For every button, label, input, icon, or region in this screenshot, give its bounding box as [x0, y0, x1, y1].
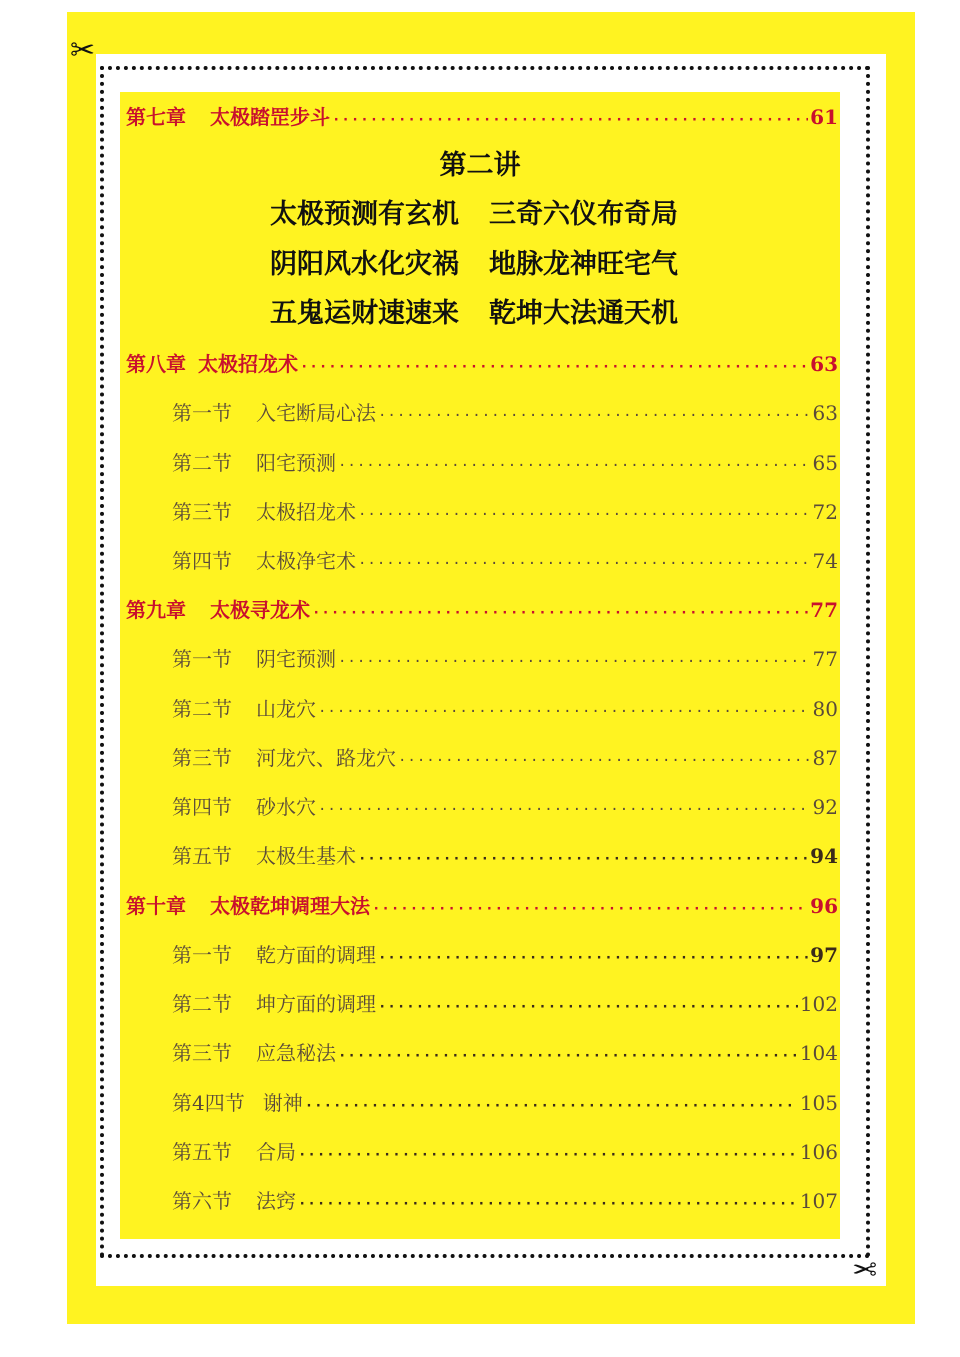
section-title: 坤方面的调理: [256, 992, 376, 1016]
section-title: 合局: [256, 1140, 296, 1164]
toc-section[interactable]: [172, 942, 838, 971]
dot-leader: [358, 846, 808, 872]
section-number: 第一节: [172, 647, 232, 671]
dot-leader: [338, 453, 811, 479]
section-number: 第五节: [172, 1140, 232, 1164]
dot-leader: [298, 1191, 798, 1217]
chapter-number: 第十章: [126, 894, 186, 918]
toc-section[interactable]: [172, 843, 838, 872]
dot-leader: [298, 1142, 798, 1168]
chapter-title: 太极招龙术: [198, 352, 298, 376]
scissors-icon: ✂: [852, 1253, 878, 1288]
chapter-number: 第九章: [126, 598, 186, 622]
toc-section[interactable]: [172, 1090, 838, 1119]
dot-leader: [338, 649, 811, 675]
verse-b: 三奇六仪布奇局: [489, 199, 678, 230]
lecture-title: 第二讲: [439, 150, 521, 181]
page-number: 87: [812, 746, 838, 770]
dot-leader: [305, 1093, 798, 1119]
dot-leader: [312, 600, 808, 626]
section-title: 阴宅预测: [256, 647, 336, 671]
dot-leader: [378, 945, 808, 971]
dot-leader: [398, 748, 811, 774]
dot-leader: [332, 107, 808, 133]
page-number: 65: [812, 451, 838, 475]
toc-chapter-8[interactable]: [126, 351, 838, 380]
section-title: 应急秘法: [256, 1041, 336, 1065]
page-number: 106: [799, 1140, 838, 1164]
toc-section[interactable]: [172, 1188, 838, 1217]
section-title: 山龙穴: [256, 697, 316, 721]
page-number: 80: [812, 697, 838, 721]
section-number: 第一节: [172, 943, 232, 967]
toc-section[interactable]: [172, 499, 838, 528]
toc-section[interactable]: [172, 794, 838, 823]
toc-section[interactable]: [172, 450, 838, 479]
section-number: 第三节: [172, 500, 232, 524]
page-number: 74: [812, 549, 838, 573]
toc-section[interactable]: [172, 1040, 838, 1069]
dot-leader: [318, 797, 811, 823]
toc-section[interactable]: [172, 548, 838, 577]
toc-section[interactable]: [172, 696, 838, 725]
chapter-number: 第七章: [126, 105, 186, 129]
dot-leader: [378, 403, 811, 429]
section-title: 乾方面的调理: [256, 943, 376, 967]
scissors-icon: ✂: [70, 33, 96, 68]
page-number: 72: [812, 500, 838, 524]
toc-chapter-9[interactable]: [126, 597, 838, 626]
page-number: 77: [810, 598, 838, 622]
page-number: 61: [810, 105, 838, 129]
section-number: 第六节: [172, 1189, 232, 1213]
page-number: 92: [812, 795, 838, 819]
chapter-title: 太极乾坤调理大法: [210, 894, 370, 918]
page-number: 102: [799, 992, 838, 1016]
section-number: 第三节: [172, 1041, 232, 1065]
chapter-number: 第八章: [126, 352, 186, 376]
chapter-title: 太极寻龙术: [210, 598, 310, 622]
section-number: 第4四节: [172, 1091, 245, 1115]
section-number: 第四节: [172, 795, 232, 819]
page-number: 63: [810, 352, 838, 376]
toc-section[interactable]: [172, 745, 838, 774]
page-number: 104: [799, 1041, 838, 1065]
verse-b: 地脉龙神旺宅气: [489, 249, 678, 280]
toc-section[interactable]: [172, 400, 838, 429]
toc-section[interactable]: [172, 1139, 838, 1168]
section-number: 第一节: [172, 401, 232, 425]
section-title: 河龙穴、路龙穴: [256, 746, 396, 770]
section-title: 法窍: [256, 1189, 296, 1213]
verse-b: 乾坤大法通天机: [489, 298, 678, 329]
verse-a: 太极预测有玄机: [270, 199, 459, 230]
dot-leader: [358, 551, 811, 577]
verse-a: 阴阳风水化灾祸: [270, 249, 459, 280]
section-number: 第二节: [172, 697, 232, 721]
page-number: 107: [799, 1189, 838, 1213]
section-number: 第二节: [172, 451, 232, 475]
toc-section[interactable]: [172, 991, 838, 1020]
section-number: 第四节: [172, 549, 232, 573]
page-number: 94: [810, 844, 838, 868]
section-title: 砂水穴: [256, 795, 316, 819]
dot-leader: [358, 502, 811, 528]
section-number: 第二节: [172, 992, 232, 1016]
section-title: 太极招龙术: [256, 500, 356, 524]
toc-chapter-7[interactable]: [126, 104, 838, 133]
page-number: 63: [812, 401, 838, 425]
section-title: 太极净宅术: [256, 549, 356, 573]
page-number: 77: [812, 647, 838, 671]
verse-line: [270, 248, 678, 282]
toc-chapter-10[interactable]: [126, 893, 838, 922]
verse-line: [270, 198, 678, 232]
section-title: 谢神: [262, 1091, 303, 1115]
verse-a: 五鬼运财速速来: [270, 298, 459, 329]
dot-leader: [318, 699, 811, 725]
chapter-title: 太极踏罡步斗: [210, 105, 330, 129]
dot-leader: [300, 354, 808, 380]
section-title: 入宅断局心法: [256, 401, 376, 425]
verse-line: [270, 297, 678, 331]
page-number: 97: [810, 943, 838, 967]
dot-leader: [338, 1043, 798, 1069]
dot-leader: [372, 896, 808, 922]
dot-leader: [378, 994, 798, 1020]
page-number: 105: [799, 1091, 838, 1115]
section-number: 第五节: [172, 844, 232, 868]
toc-section[interactable]: [172, 646, 838, 675]
section-title: 太极生基术: [256, 844, 356, 868]
section-title: 阳宅预测: [256, 451, 336, 475]
section-number: 第三节: [172, 746, 232, 770]
page-number: 96: [810, 894, 838, 918]
